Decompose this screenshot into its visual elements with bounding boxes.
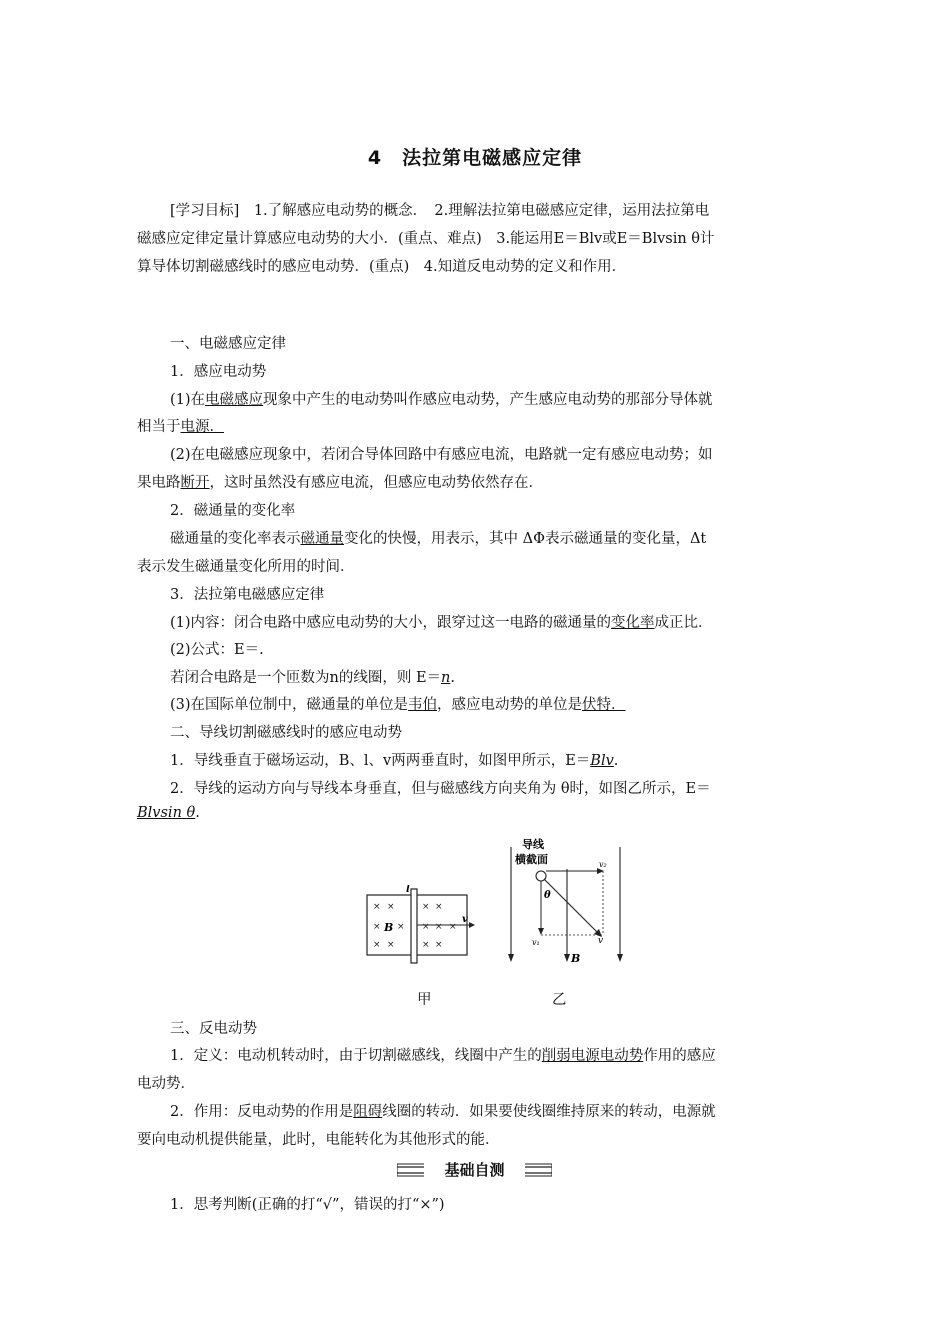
figure-yi-caption: 乙 (552, 992, 567, 1008)
section-2-heading: 二、导线切割磁感线时的感应电动势 (170, 725, 402, 741)
figure-yi (500, 835, 630, 970)
section-1-p6: 若闭合电路是一个匝数为n的线圈，则 E＝n. (170, 670, 455, 686)
section-1-p1-line1: (1)在电磁感应现象中产生的电动势叫作感应电动势，产生感应电动势的那部分导体就 (170, 392, 713, 408)
section-1-p3-line2: 表示发生磁通量变化所用的时间． (137, 559, 355, 575)
label-v1: v₁ (532, 938, 540, 947)
section-1-sub-1: 1．感应电动势 (170, 364, 267, 380)
label-v2: v₂ (599, 860, 607, 869)
label-v: v (598, 936, 604, 946)
self-test-badge (397, 1158, 552, 1182)
figure-jia-caption: 甲 (417, 992, 432, 1008)
svg-text:×: × (373, 940, 381, 950)
conductor-rod (411, 889, 417, 963)
section-3-p1-line1: 1．定义：电动机转动时，由于切割磁感线，线圈中产生的削弱电源电动势作用的感应 (170, 1048, 716, 1064)
svg-text:×: × (373, 922, 381, 932)
svg-text:×: × (373, 902, 381, 912)
svg-text:×: × (387, 940, 395, 950)
svg-text:×: × (422, 902, 430, 912)
objectives-line-1: [学习目标] 1.了解感应电动势的概念． 2.理解法拉第电磁感应定律，运用法拉第电 (170, 203, 710, 219)
section-1-sub-3: 3．法拉第电磁感应定律 (170, 587, 325, 603)
section-2-p2-line2: Blvsin θ. (137, 805, 200, 821)
figure-jia (365, 885, 480, 965)
section-3-p1-line2: 电动势． (137, 1076, 195, 1092)
svg-text:×: × (435, 922, 443, 932)
objectives-line-3: 算导体切割磁感线时的感应电动势．(重点) 4.知道反电动势的定义和作用． (137, 259, 627, 275)
section-3-p2-line2: 要向电动机提供能量，此时，电能转化为其他形式的能． (137, 1132, 500, 1148)
svg-text:×: × (422, 940, 430, 950)
section-1-p1-line2: 相当于电源． (137, 419, 224, 435)
svg-text:×: × (449, 922, 457, 932)
svg-text:×: × (435, 940, 443, 950)
section-1-p3-line1: 磁通量的变化率表示磁通量变化的快慢，用表示，其中 ΔΦ表示磁通量的变化量，Δt (170, 531, 707, 547)
objectives-label: [学习目标] (170, 203, 240, 219)
section-3-heading: 三、反电动势 (170, 1021, 257, 1037)
svg-text:×: × (397, 922, 405, 932)
svg-text:×: × (435, 902, 443, 912)
section-1-p5: (2)公式：E＝. (170, 642, 264, 658)
label-B: B (571, 952, 581, 965)
self-test-badge-label: 基础自测 (424, 1158, 525, 1182)
section-1-p2-line2: 果电路断开，这时虽然没有感应电流，但感应电动势依然存在． (137, 475, 543, 491)
section-1-sub-2: 2．磁通量的变化率 (170, 503, 296, 519)
svg-text:×: × (387, 902, 395, 912)
section-3-p2-line1: 2．作用：反电动势的作用是阻碍线圈的转动．如果要使线圈维持原来的转动，电源就 (170, 1104, 716, 1120)
objectives-line-2: 磁感应定律定量计算感应电动势的大小．(重点、难点) 3.能运用E＝Blv或E＝Blvsin θ计 (137, 231, 715, 247)
label-hengjiemian: 横截面 (515, 853, 548, 866)
label-v: v (462, 914, 468, 925)
section-1-p4: (1)内容：闭合电路中感应电动势的大小，跟穿过这一电路的磁通量的变化率成正比． (170, 615, 713, 631)
section-1-p7: (3)在国际单位制中，磁通量的单位是韦伯，感应电动势的单位是伏特． (170, 697, 626, 713)
label-l: l (406, 885, 410, 895)
section-1-p2-line1: (2)在电磁感应现象中，若闭合导体回路中有感应电流，电路就一定有感应电动势；如 (170, 447, 713, 463)
label-daoxian: 导线 (522, 838, 544, 851)
section-2-p2-line1: 2．导线的运动方向与导线本身垂直，但与磁感线方向夹角为 θ时，如图乙所示，E＝ (170, 781, 711, 797)
section-1-heading: 一、电磁感应定律 (170, 336, 286, 352)
self-test-q1: 1．思考判断(正确的打“√”，错误的打“×”) (170, 1197, 445, 1213)
section-2-p1: 1．导线垂直于磁场运动，B、l、v两两垂直时，如图甲所示，E＝Blv. (170, 753, 619, 769)
page-title: 4 法拉第电磁感应定律 (367, 147, 583, 169)
svg-text:×: × (422, 922, 430, 932)
label-B: B (384, 921, 394, 934)
label-theta: θ (544, 890, 551, 901)
